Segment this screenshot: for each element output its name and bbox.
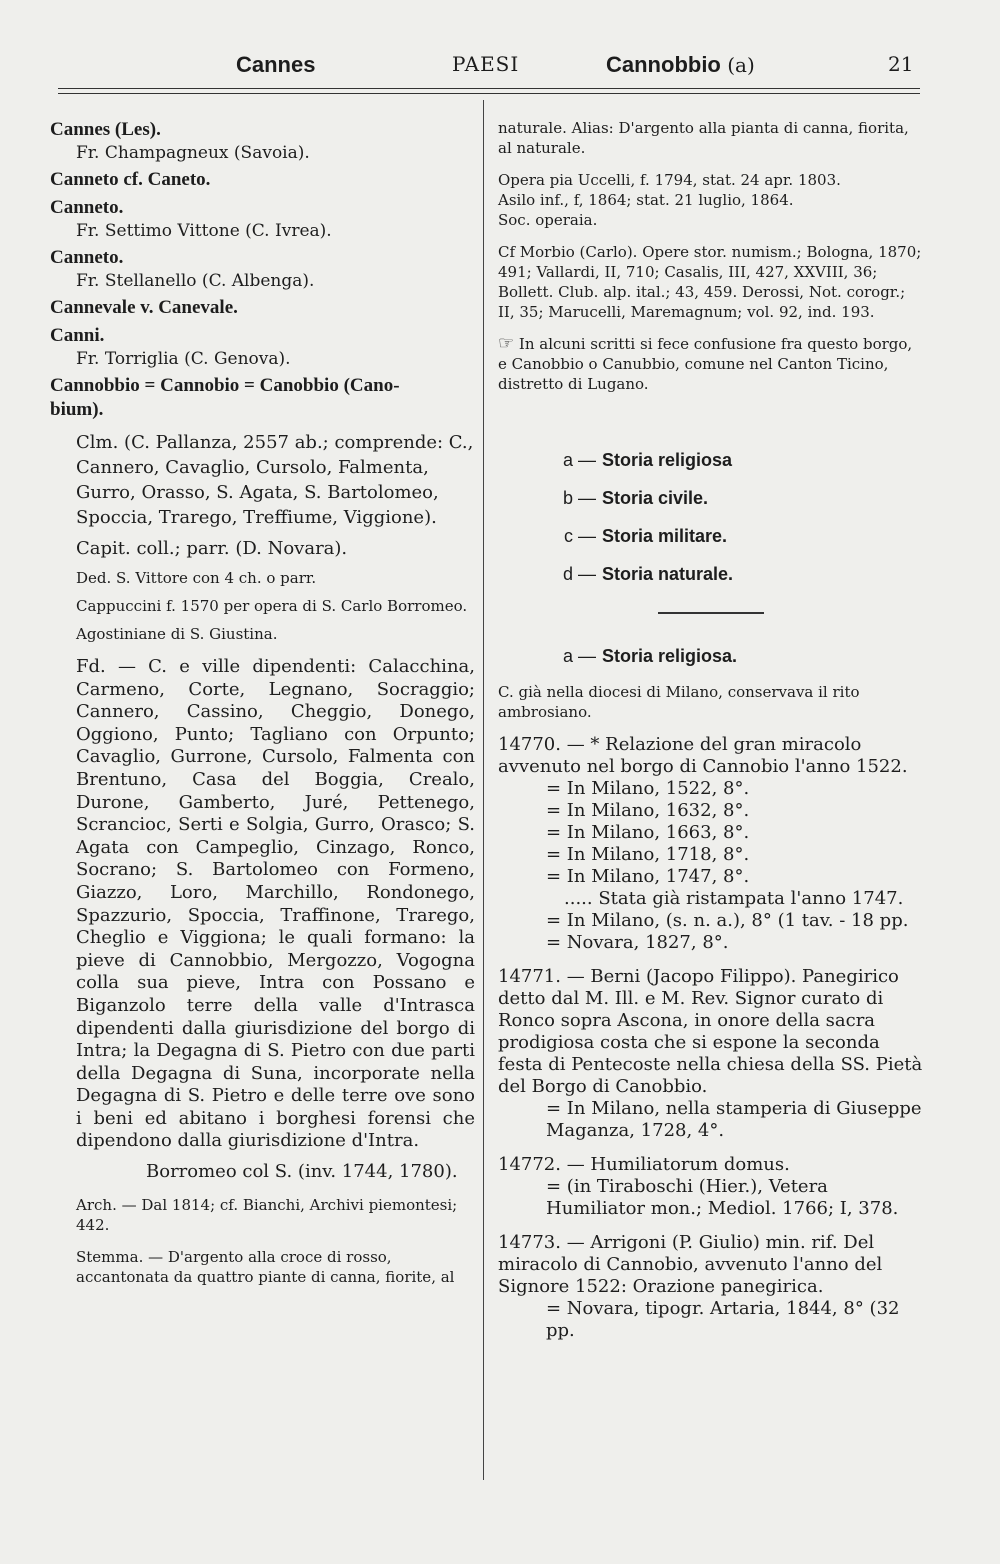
page-header [0,0,1000,100]
note-text: In alcuni scritti si fece confusione fra questo borgo, e Canobbio o Canubbio, comune nel Canton Ticino, distretto di Lugano. [498,335,913,393]
entry-heading: Cannevale v. Canevale. [50,297,238,318]
fd-paragraph: Fd. — C. e ville dipendenti: Calacchina, Carmeno, Corte, Legnano, Socraggio; Cannero, Cassino, Cheggio, Donego, Oggiono, Punto; Tagliano con Orpunto; Cavaglio, Gurrone, Cursolo, Falmenta con Brentuno, Casa del Boggia, Crealo, Durone, Gamberto, Juré, Pettenego, Scrancioc, Serti e Solgia, Gurro, Orasco; S. Agata con Campeglio, Cinzago, Ronco, Socrano; S. Bartolomeo con Formeno, Giazzo, Loro, Marchillo, Rondonego, Spazzurio, Spoccia, Traffinone, Trarego, Cheglio e Viggiona; le quali formano: la pieve di Cannobbio, Mergozzo, Vogogna colla sua pieve, Intra con Possano e Biganzolo terre della valle d'Intrasca dipendenti dalla giurisdizione del borgo di Intra; la Degagna di S. Pietro con due parti della Degagna di Suna, incorporate nella Degagna di S. Pietro e delle terre ove sono i beni ed abitano i borghesi forensi che dipendono dalla giurisdizione d'Intra. [76,656,475,1152]
header-rule-thin [58,93,920,94]
section-list [498,448,923,586]
running-head-left: Cannes [236,52,316,77]
agostiniane-line: Agostiniane di S. Giustina. [76,625,278,643]
references-paragraph: Cf Morbio (Carlo). Opere stor. numism.; Bologna, 1870; 491; Vallardi, II, 710; Casalis, III, 427, XXVIII, 36; Bollett. Club. alp. ital.; 43, 459. Derossi, Not. corogr.; II, 35; Marucelli, Maremagnum; vol. 92, ind. 193. [498,243,922,321]
section-heading: b — Storia civile. [562,488,709,508]
header-rule [58,88,920,89]
column-divider [483,100,484,1480]
entry-14771: 14771. — Berni (Jacopo Filippo). Panegirico detto dal M. Ill. e M. Rev. Signor curato di Ronco sopra Ascona, in onore della sacra prodigiosa costa che si espone la seconda festa di Pentecoste nella chiesa della SS. Pietà del Borgo di Canobbio. [498,966,923,1097]
section-heading: c — Storia militare. [563,526,728,546]
pointing-hand-icon: ☞ [498,333,515,354]
running-head-center: PAESI [452,52,520,76]
cappuccini-line: Cappuccini f. 1570 per opera di S. Carlo Borromeo. [76,597,468,615]
borromeo-line: Borromeo col S. (inv. 1744, 1780). [146,1161,458,1183]
note-paragraph [498,334,923,394]
section-rule [658,612,764,614]
edition-line: = In Milano, (s. n. a.), 8° (1 tav. - 18 pp. [546,910,909,931]
soc-line: Soc. operaia. [498,211,598,229]
edition-line: = Novara, tipogr. Artaria, 1844, 8° (32 pp. [546,1298,900,1341]
entry-heading: Canneto. [50,197,124,218]
edition-line: = In Milano, 1632, 8°. [546,800,750,821]
edition-line: = (in Tiraboschi (Hier.), Vetera Humiliator mon.; Mediol. 1766; I, 378. [546,1176,899,1219]
entry-line: Fr. Settimo Vittone (C. Ivrea). [76,221,332,241]
section-heading: a — Storia religiosa [562,450,733,470]
arch-line: Arch. — Dal 1814; cf. Bianchi, Archivi piemontesi; 442. [76,1196,458,1235]
entry-14772: 14772. — Humiliatorum domus. [498,1154,790,1175]
entry-heading: Canneto cf. Caneto. [50,169,211,190]
running-head-right-tail: (a) [727,53,755,77]
entry-heading: Cannobbio = Cannobio = Canobbio (Cano- [50,375,400,396]
asilo-line: Asilo inf., f, 1864; stat. 21 luglio, 1864. [498,191,794,209]
entry-line: Fr. Torriglia (C. Genova). [76,349,291,369]
capit-line: Capit. coll.; parr. (D. Novara). [76,538,348,559]
edition-list [498,778,923,954]
entry-14773: 14773. — Arrigoni (P. Giulio) min. rif. Del miracolo di Cannobio, avvenuto l'anno del Signore 1522: Orazione panegirica. [498,1232,883,1297]
edition-line: = Novara, 1827, 8°. [546,932,729,953]
ded-line: Ded. S. Vittore con 4 ch. o parr. [76,569,317,587]
edition-line: = In Milano, nella stamperia di Giuseppe Maganza, 1728, 4°. [546,1098,922,1141]
edition-line: = In Milano, 1718, 8°. [546,844,750,865]
opera-pia-line: Opera pia Uccelli, f. 1794, stat. 24 apr. 1803. [498,171,841,189]
entry-heading: Canneto. [50,247,124,268]
entry-line: Fr. Stellanello (C. Albenga). [76,271,315,291]
page-number: 21 [888,52,914,76]
entry-heading: Cannes (Les). [50,119,161,140]
edition-line: = In Milano, 1747, 8°. [546,866,750,887]
section-heading: d — Storia naturale. [562,564,734,584]
right-column [498,118,923,1342]
entry-heading-cont: bium). [50,399,104,420]
running-head-right [606,52,755,78]
edition-line: ..... Stata già ristampata l'anno 1747. [564,888,904,909]
section-heading-a: a — Storia religiosa. [562,646,738,666]
entry-heading: Canni. [50,325,105,346]
running-head-right-bold: Cannobbio [606,52,721,77]
entry-line: Fr. Champagneux (Savoia). [76,143,310,163]
edition-line: = In Milano, 1522, 8°. [546,778,750,799]
stemma-continuation: naturale. Alias: D'argento alla pianta di canna, fiorita, al naturale. [498,119,909,157]
left-column [50,118,475,1287]
stemma-line: Stemma. — D'argento alla croce di rosso, accantonata da quattro piante di canna, fiorite, al [76,1248,455,1287]
edition-line: = In Milano, 1663, 8°. [546,822,750,843]
entry-14770: 14770. — * Relazione del gran miracolo avvenuto nel borgo di Cannobio l'anno 1522. [498,734,908,777]
clm-paragraph: Clm. (C. Pallanza, 2557 ab.; comprende: C., Cannero, Cavaglio, Cursolo, Falmenta, Gurro, Orasso, S. Agata, S. Bartolomeo, Spoccia, Trarego, Treffiume, Viggione). [76,432,474,528]
diocesi-line: C. già nella diocesi di Milano, conservava il rito ambrosiano. [498,683,860,721]
